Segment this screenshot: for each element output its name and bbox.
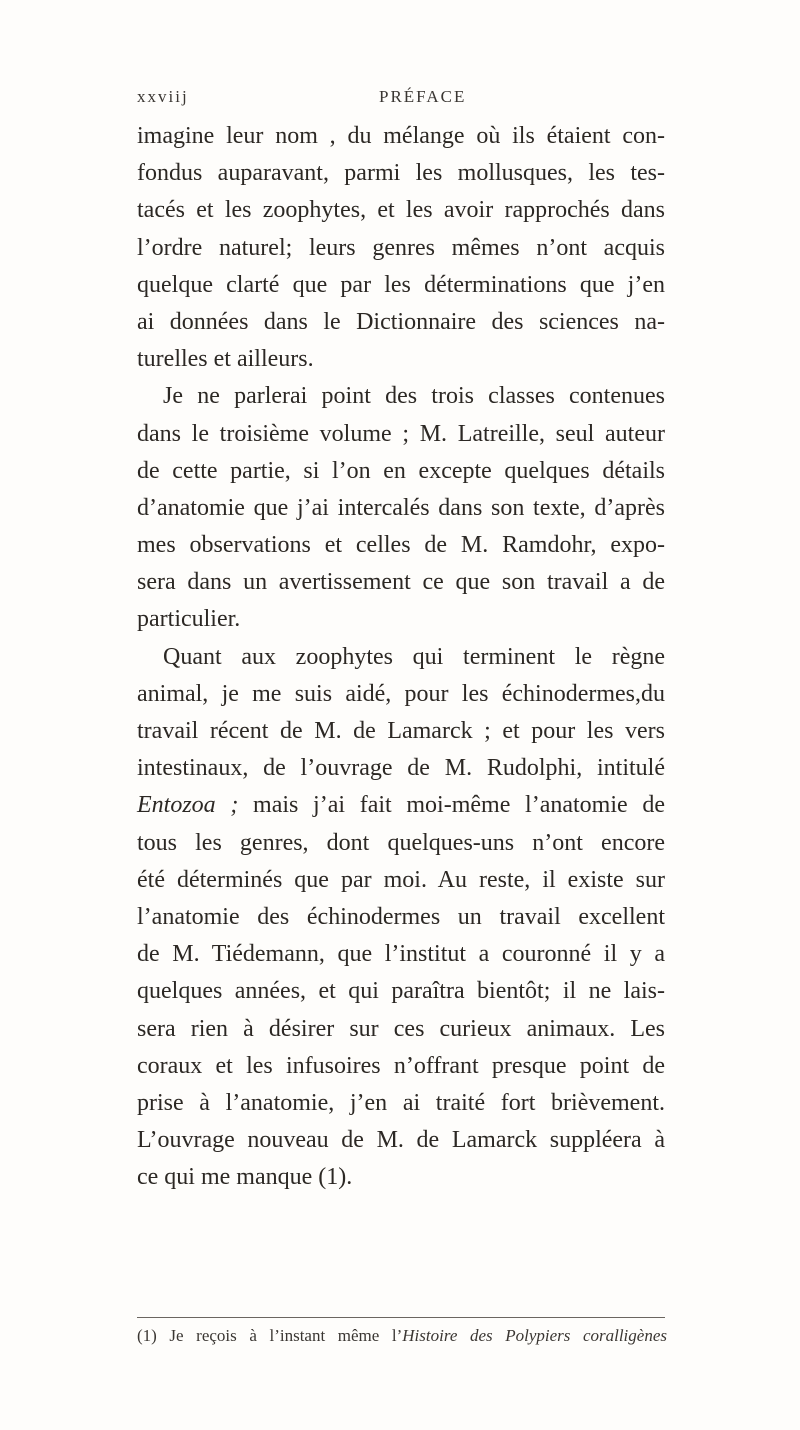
text-fragment: mais j’ai fait moi-même l’anatomie de	[238, 792, 666, 819]
footnote-rule	[137, 1317, 665, 1318]
text-line: sera rien à désirer sur ces curieux animaux. Les	[137, 1015, 665, 1042]
text-line: ce qui me manque (1).	[137, 1164, 353, 1191]
text-line: sera dans un avertissement ce que son travail a de	[137, 569, 665, 596]
running-head	[137, 87, 662, 111]
text-line: quelques années, et qui paraîtra bientôt; il ne lais-	[137, 978, 665, 1005]
text-line: travail récent de M. de Lamarck ; et pour les vers	[137, 718, 665, 744]
footnote-text: (1) Je reçois à l’instant même l’	[137, 1326, 403, 1345]
text-line: particulier.	[137, 606, 241, 633]
running-title: PRÉFACE	[379, 87, 467, 106]
text-line: tacés et les zoophytes, et les avoir rapprochés dans	[137, 197, 665, 224]
text-line: de cette partie, si l’on en excepte quelques détails	[137, 457, 665, 484]
footnote-italic-title: Histoire des Polypiers coralligènes	[402, 1326, 667, 1345]
paragraph-start-line: Quant aux zoophytes qui terminent le règne	[163, 643, 665, 670]
page-number: xxviij	[137, 87, 189, 106]
text-line: fondus auparavant, parmi les mollusques, les tes-	[137, 160, 665, 187]
text-line: dans le troisième volume ; M. Latreille, seul auteur	[137, 420, 665, 447]
footnote	[137, 1325, 667, 1347]
text-line: tous les genres, dont quelques-uns n’ont encore	[137, 829, 665, 856]
text-line: l’ordre naturel; leurs genres mêmes n’ont acquis	[137, 234, 665, 261]
text-line: l’anatomie des échinodermes un travail excellent	[137, 903, 665, 930]
body-text	[137, 118, 665, 1196]
text-line: d’anatomie que j’ai intercalés dans son texte, d’après	[137, 494, 665, 521]
text-line: de M. Tiédemann, que l’institut a couronné il y a	[137, 941, 665, 968]
text-line: mes observations et celles de M. Ramdohr, expo-	[137, 532, 665, 559]
text-line: prise à l’anatomie, j’en ai traité fort brièvement.	[137, 1089, 665, 1116]
text-line: été déterminés que par moi. Au reste, il existe sur	[137, 866, 665, 893]
text-line-with-italic	[137, 787, 665, 824]
text-line: intestinaux, de l’ouvrage de M. Rudolphi, intitulé	[137, 755, 665, 782]
paragraph-start-line: Je ne parlerai point des trois classes contenues	[163, 383, 665, 410]
text-line: ai données dans le Dictionnaire des sciences na-	[137, 308, 665, 335]
text-line: animal, je me suis aidé, pour les échinodermes,du	[137, 680, 665, 707]
text-line: imagine leur nom , du mélange où ils étaient con-	[137, 123, 665, 149]
italic-title-entozoa: Entozoa ;	[137, 792, 239, 819]
text-line: turelles et ailleurs.	[137, 346, 314, 373]
text-line: coraux et les infusoires n’offrant presque point de	[137, 1052, 665, 1079]
text-line: quelque clarté que par les déterminations que j’en	[137, 271, 665, 298]
text-line: L’ouvrage nouveau de M. de Lamarck suppléera à	[137, 1127, 665, 1154]
